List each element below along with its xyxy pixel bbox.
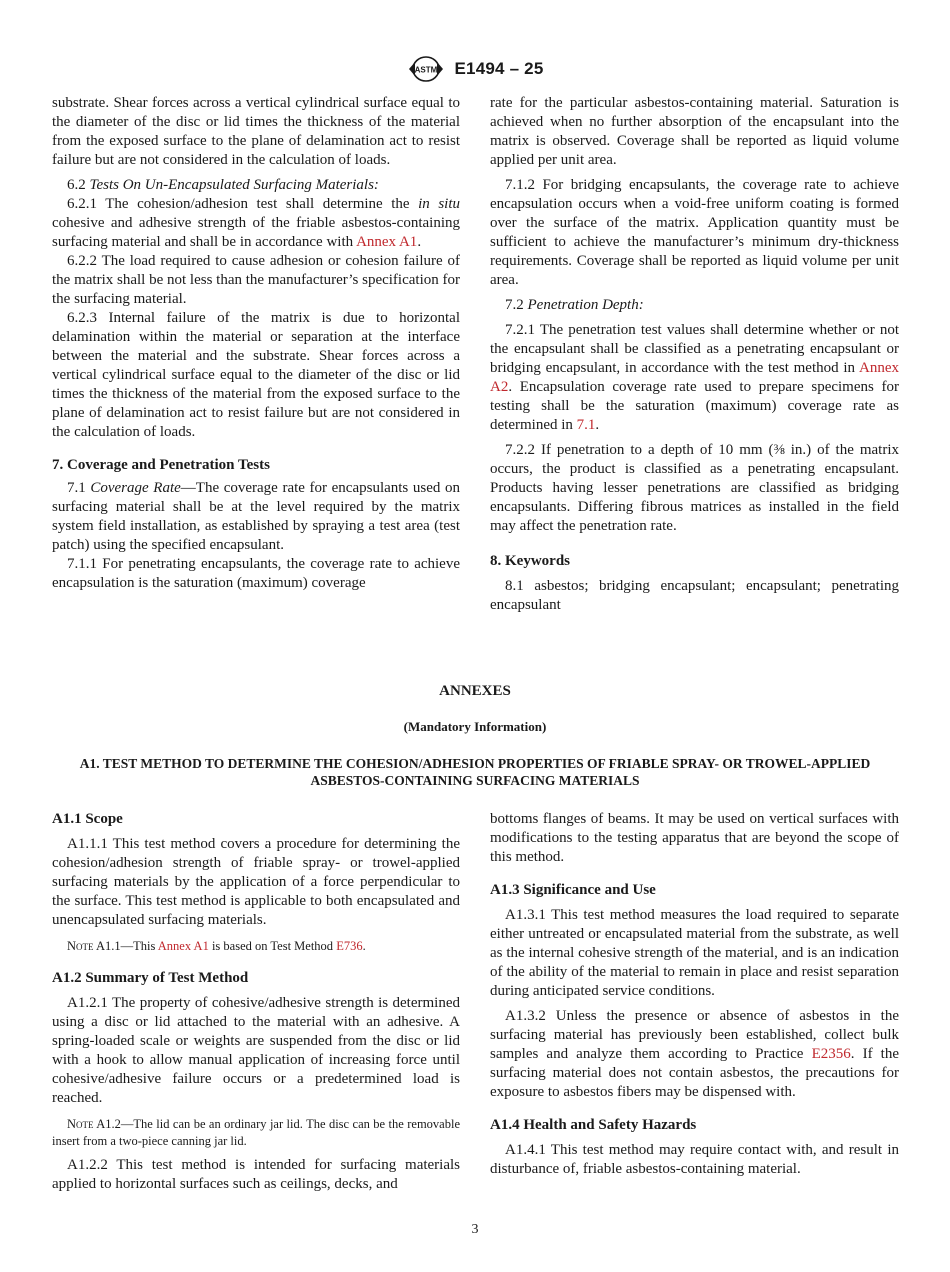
section-6-2-2: 6.2.2 The load required to cause adhesion or cohesion failure of the matrix shall be not less than the manufacturer’s specification for the surfacing material. (52, 253, 460, 307)
document-code: E1494 – 25 (454, 59, 544, 78)
annex-a1-link[interactable]: Annex A1 (157, 939, 209, 953)
annexes-subtitle: (Mandatory Information) (403, 719, 547, 734)
astm-logo-icon (407, 56, 445, 82)
annexes-title: ANNEXES (439, 683, 511, 699)
page-number: 3 (471, 1222, 479, 1237)
section-7-1-1: 7.1.1 For penetrating encapsulants, the coverage rate to achieve encapsulation is the saturation (maximum) coverage (52, 556, 460, 591)
paragraph-continued: rate for the particular asbestos-containing material. Saturation is achieved when no further absorption of the encapsulant into the matrix is observed. Coverage shall be reported as liquid volume applied per unit area. (490, 95, 899, 168)
section-a1-2-1: A1.2.1 The property of cohesive/adhesive strength is determined using a disc or lid attached to the material with an adhesive. A spring-loaded scale or weights are suspended from the disc or lid with a hook to allow manual application of increasing force until cohesive/adhesive failure occurs or a predetermined load is reached. (52, 995, 460, 1106)
section-6-2-1: 6.2.1 The cohesion/adhesion test shall determine the in situ cohesive and adhesive strength of the friable asbestos-containing surfacing material and shall be in accordance with Annex A1. (52, 196, 460, 250)
section-a1-2-heading: A1.2 Summary of Test Method (52, 970, 249, 986)
annex-a2-link[interactable]: Annex A2 (490, 360, 899, 395)
page-header (0, 56, 950, 82)
annex-a1-link[interactable]: Annex A1 (356, 234, 418, 250)
e2356-link[interactable]: E2356 (811, 1046, 851, 1062)
section-a1-3-heading: A1.3 Significance and Use (490, 882, 656, 898)
section-7-2-2: 7.2.2 If penetration to a depth of 10 mm (⅜ in.) of the matrix occurs, the product is classified as a penetrating encapsulant. Products having lesser penetrations are classified as bridging encapsulants. Differing fibrous matrices as installed in the field may affect the penetration rate. (490, 442, 899, 534)
section-7-heading: 7. Coverage and Penetration Tests (52, 457, 270, 473)
section-a1-2-2: A1.2.2 This test method is intended for surfacing materials applied to horizontal surfaces such as ceilings, decks, and (52, 1157, 460, 1192)
section-6-2: 6.2 Tests On Un-Encapsulated Surfacing Materials: (67, 177, 379, 193)
section-7-2: 7.2 Penetration Depth: (505, 297, 644, 313)
left-column-top (52, 94, 460, 593)
e736-link[interactable]: E736 (336, 939, 363, 953)
section-a1-4-heading: A1.4 Health and Safety Hazards (490, 1117, 697, 1133)
paragraph-continued: substrate. Shear forces across a vertical cylindrical surface equal to the diameter of the disc or lid times the thickness of the material from the exposed surface to the plane of delamination act to resist failure but are not considered in the calculation of loads. (52, 95, 460, 168)
right-column-top (490, 94, 899, 615)
section-a1-1-heading: A1.1 Scope (52, 811, 123, 827)
note-a1-1: Note A1.1—This Annex A1 is based on Test Method E736. (67, 939, 366, 953)
section-a1-3-1: A1.3.1 This test method measures the load required to separate either untreated or encapsulated material from the substrate, as well as the internal cohesive strength of the material, and is an indication of the ability of the material to remain in place and resist separation during anticipated service conditions. (490, 907, 899, 999)
section-7-2-1: 7.2.1 The penetration test values shall determine whether or not the encapsulant shall be classified as a penetrating encapsulant or bridging encapsulant, in accordance with the test method in Annex A2. Encapsulation coverage rate used to prepare specimens for testing shall be the saturation (maximum) coverage rate as determined in 7.1. (490, 322, 899, 433)
section-8-1: 8.1 asbestos; bridging encapsulant; encapsulant; penetrating encapsulant (490, 578, 899, 613)
right-column-bottom (490, 810, 899, 1179)
svg-text:ASTM: ASTM (414, 65, 437, 75)
section-a1-1-1: A1.1.1 This test method covers a procedure for determining the cohesion/adhesion strength of friable spray- or trowel-applied surfacing materials by the application of a force perpendicular to the surface. This test method is applicable to both encapsulated and unencapsulated surfacing materials. (52, 836, 460, 928)
section-7-1-link[interactable]: 7.1 (576, 417, 596, 433)
section-a1-3-2: A1.3.2 Unless the presence or absence of asbestos in the surfacing material has previously been established, collect bulk samples and analyze them according to Practice E2356. If the surfacing material does not contain asbestos, the precautions for exposure to asbestos fibers may be dispensed with. (490, 1008, 900, 1100)
section-a1-4-1: A1.4.1 This test method may require contact with, and result in disturbance of, friable asbestos-containing material. (490, 1142, 899, 1177)
section-7-1-2: 7.1.2 For bridging encapsulants, the coverage rate to achieve encapsulation occurs when a void-free uniform coating is formed over the surface of the matrix. Application quantity must be sufficient to achieve the manufacturer’s minimum dry-thickness requirements. Coverage shall be reported as liquid volume per unit area. (490, 177, 899, 288)
left-column-bottom (52, 810, 460, 1194)
paragraph-continued: bottoms flanges of beams. It may be used on vertical surfaces with modifications to the testing apparatus that are beyond the scope of this method. (490, 811, 899, 865)
section-6-2-3: 6.2.3 Internal failure of the matrix is due to horizontal delamination within the material or separation at the interface between the material and the substrate. Shear forces across a vertical cylindrical surface equal to the diameter of the disc or lid times the thickness of the material from the exposed surface to the plane of delamination act to resist failure but are not considered in the calculation of loads. (52, 310, 460, 440)
note-a1-2: Note A1.2—The lid can be an ordinary jar lid. The disc can be the removable insert from a two-piece canning jar lid. (52, 1117, 460, 1148)
annex-a1-heading: A1. TEST METHOD TO DETERMINE THE COHESION/ADHESION PROPERTIES OF FRIABLE SPRAY- OR TROWEL-APPLIED ASBESTOS-CONTAINING SURFACING MATERIALS (79, 756, 871, 788)
section-7-1: 7.1 Coverage Rate—The coverage rate for encapsulants used on surfacing material shall be at the level required by the matrix system field installation, as established by spraying a test area (test patch) using the specified encapsulant. (52, 480, 460, 553)
section-8-heading: 8. Keywords (490, 553, 570, 569)
